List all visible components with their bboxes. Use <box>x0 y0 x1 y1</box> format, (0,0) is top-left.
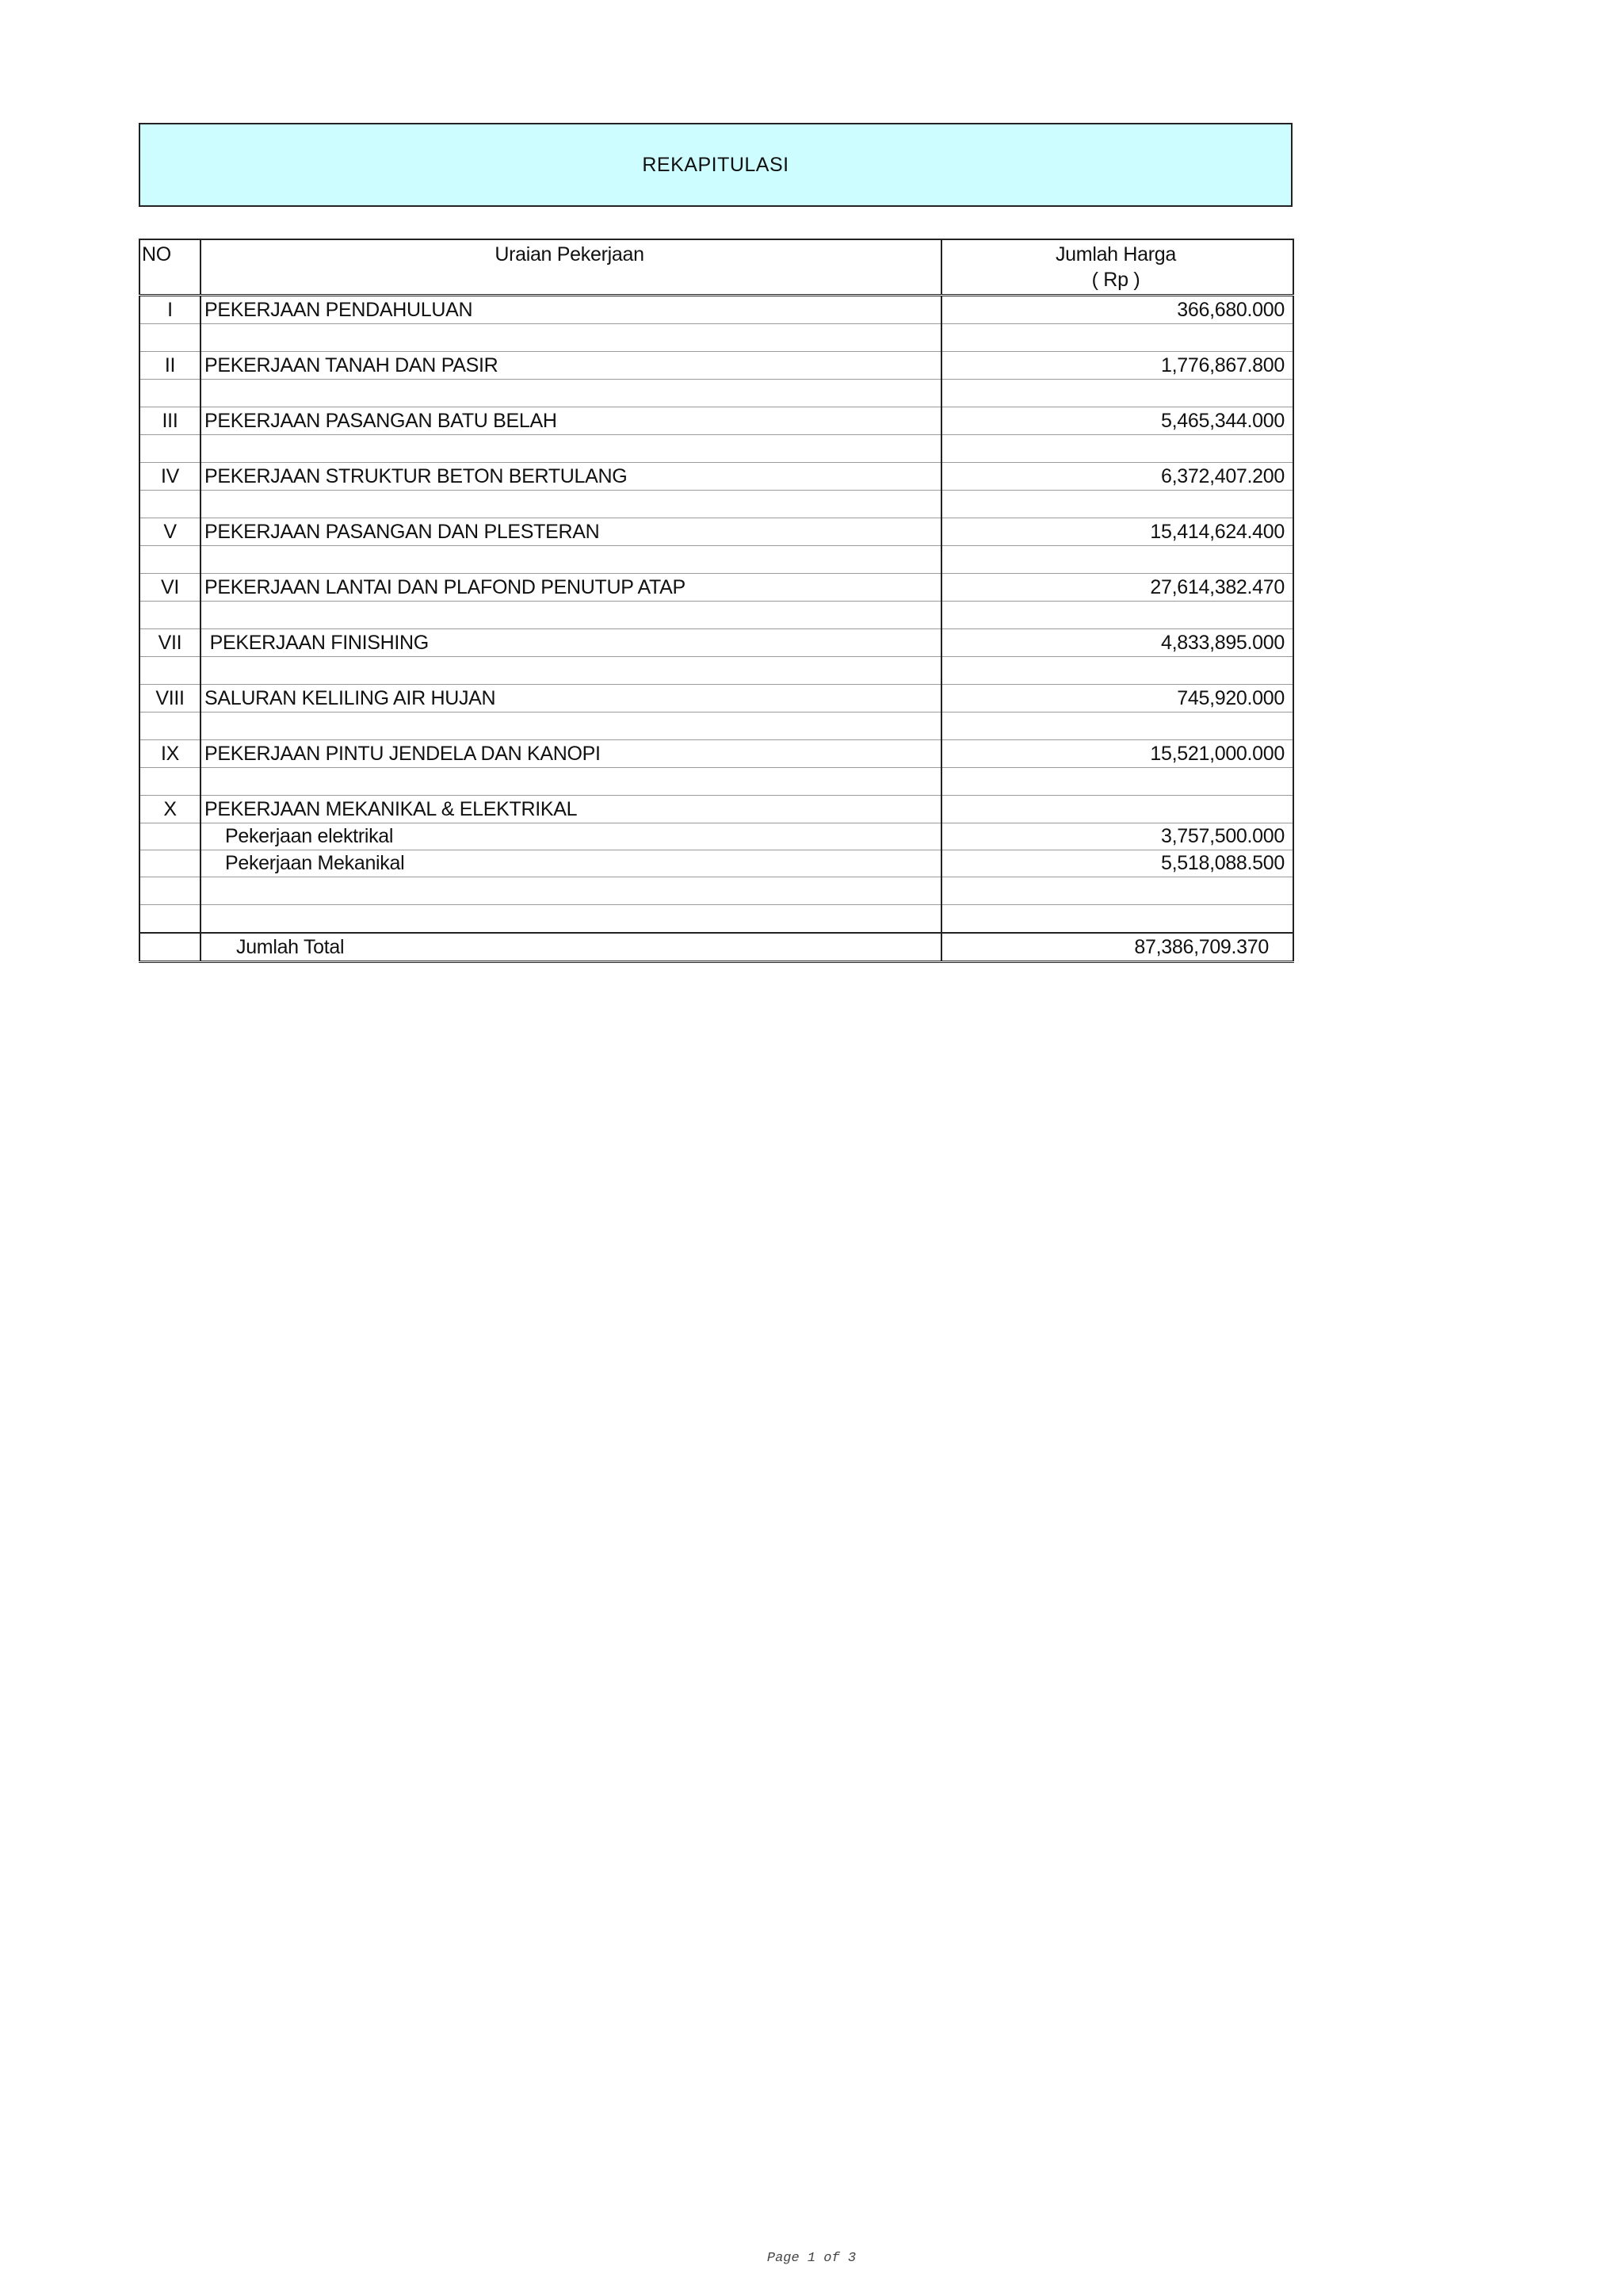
row-description: PEKERJAAN STRUKTUR BETON BERTULANG <box>200 463 941 491</box>
spacer-row <box>139 905 1293 934</box>
header-description: Uraian Pekerjaan <box>200 239 941 296</box>
sub-row <box>139 823 1293 850</box>
spacer-row <box>139 380 1293 407</box>
row-description: PEKERJAAN LANTAI DAN PLAFOND PENUTUP ATAP <box>200 574 941 602</box>
spacer-row <box>139 657 1293 685</box>
row-amount: 4,833,895.000 <box>941 629 1293 657</box>
table-row <box>139 685 1293 712</box>
header-amount-line1: Jumlah Harga <box>1055 243 1177 266</box>
row-amount: 15,521,000.000 <box>941 740 1293 768</box>
row-no: VIII <box>139 685 200 712</box>
spacer-row <box>139 602 1293 629</box>
header-amount <box>941 239 1293 296</box>
spacer-row <box>139 435 1293 463</box>
page-footer: Page 1 of 3 <box>766 2251 857 2266</box>
row-amount: 5,465,344.000 <box>941 407 1293 435</box>
spacer-row <box>139 324 1293 352</box>
table-row <box>139 629 1293 657</box>
spacer-row <box>139 877 1293 905</box>
header-amount-line2: ( Rp ) <box>1091 269 1140 291</box>
total-row <box>139 933 1293 962</box>
row-amount: 366,680.000 <box>941 296 1293 324</box>
row-no: III <box>139 407 200 435</box>
row-no: I <box>139 296 200 324</box>
row-amount: 6,372,407.200 <box>941 463 1293 491</box>
page-title <box>139 123 1293 207</box>
table-row <box>139 296 1293 324</box>
row-description: PEKERJAAN PASANGAN BATU BELAH <box>200 407 941 435</box>
row-no: IX <box>139 740 200 768</box>
spacer-row <box>139 768 1293 796</box>
row-description: PEKERJAAN PASANGAN DAN PLESTERAN <box>200 518 941 546</box>
table-row <box>139 574 1293 602</box>
row-description: PEKERJAAN FINISHING <box>200 629 941 657</box>
header-no: NO <box>139 239 200 296</box>
spacer-row <box>139 712 1293 740</box>
table-row <box>139 407 1293 435</box>
total-label: Jumlah Total <box>200 933 941 962</box>
row-no: V <box>139 518 200 546</box>
row-amount: 1,776,867.800 <box>941 352 1293 380</box>
sub-row-amount: 3,757,500.000 <box>941 823 1293 850</box>
spacer-row <box>139 491 1293 518</box>
row-no: VII <box>139 629 200 657</box>
table-row <box>139 740 1293 768</box>
row-amount: 27,614,382.470 <box>941 574 1293 602</box>
row-amount: 745,920.000 <box>941 685 1293 712</box>
row-description: PEKERJAAN PINTU JENDELA DAN KANOPI <box>200 740 941 768</box>
sub-row-amount: 5,518,088.500 <box>941 850 1293 877</box>
title-text: REKAPITULASI <box>642 153 789 176</box>
table-row <box>139 796 1293 823</box>
sub-row <box>139 850 1293 877</box>
row-no: X <box>139 796 200 823</box>
row-no: VI <box>139 574 200 602</box>
row-description: PEKERJAAN PENDAHULUAN <box>200 296 941 324</box>
row-no: IV <box>139 463 200 491</box>
spacer-row <box>139 546 1293 574</box>
row-description: PEKERJAAN MEKANIKAL & ELEKTRIKAL <box>200 796 941 823</box>
sub-row-description: Pekerjaan Mekanikal <box>200 850 941 877</box>
table-row <box>139 518 1293 546</box>
row-amount: 15,414,624.400 <box>941 518 1293 546</box>
recap-table <box>139 239 1294 963</box>
table-row <box>139 352 1293 380</box>
sub-row-description: Pekerjaan elektrikal <box>200 823 941 850</box>
table-row <box>139 463 1293 491</box>
table-header-row <box>139 239 1293 296</box>
total-amount: 87,386,709.370 <box>941 933 1293 962</box>
row-description: PEKERJAAN TANAH DAN PASIR <box>200 352 941 380</box>
row-amount <box>941 796 1293 823</box>
row-description: SALURAN KELILING AIR HUJAN <box>200 685 941 712</box>
row-no: II <box>139 352 200 380</box>
